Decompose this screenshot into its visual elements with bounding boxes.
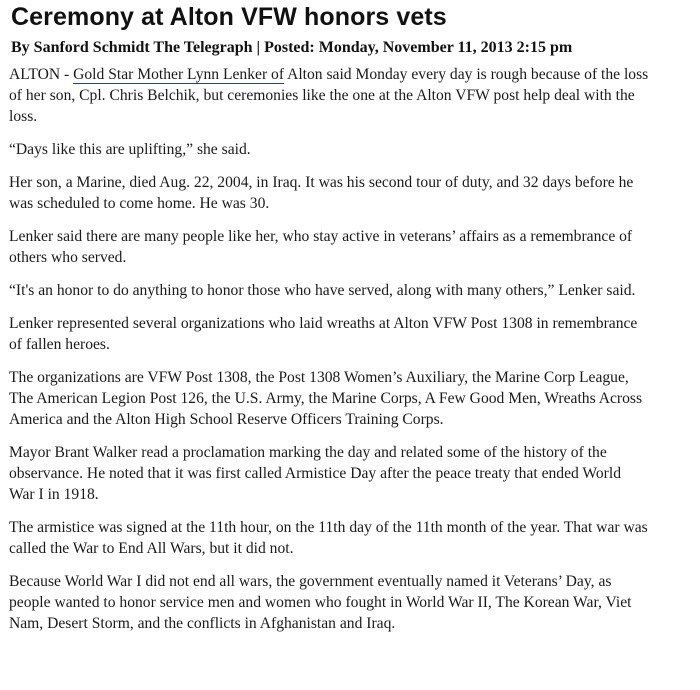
- paragraph-list: [9, 139, 700, 634]
- paragraph-line: The armistice was signed at the 11th hour, on the 11th day of the 11th month of the year. That war was: [9, 519, 648, 536]
- paragraph-line: Because World War I did not end all wars, the government eventually named it Veterans’ Day, as: [9, 573, 612, 590]
- lead-line-3: loss.: [9, 108, 38, 125]
- paragraph: [9, 172, 700, 214]
- paragraph: [9, 442, 700, 505]
- paragraph-line: people wanted to honor service men and women who fought in World War II, The Korean War, Viet: [9, 594, 632, 611]
- lead-line-1: [9, 64, 700, 85]
- paragraph: [9, 313, 700, 355]
- underlined-phrase: Gold Star Mother Lynn Lenker of: [73, 66, 285, 83]
- paragraph-line: of fallen heroes.: [9, 336, 110, 353]
- paragraph: [9, 517, 700, 559]
- paragraph-line: The American Legion Post 126, the U.S. Army, the Marine Corps, A Few Good Men, Wreaths Across: [9, 390, 643, 407]
- paragraph: [9, 139, 700, 160]
- lead-paragraph: [9, 64, 700, 127]
- paragraph-line: others who served.: [9, 249, 127, 266]
- lead-line-2: of her son, Cpl. Chris Belchik, but ceremonies like the one at the Alton VFW post help deal with the: [9, 87, 635, 104]
- paragraph-line: The organizations are VFW Post 1308, the Post 1308 Women’s Auxiliary, the Marine Corp League,: [9, 369, 629, 386]
- byline: By Sanford Schmidt The Telegraph | Posted: Monday, November 11, 2013 2:15 pm: [11, 39, 573, 56]
- paragraph-line: Mayor Brant Walker read a proclamation marking the day and related some of the history of the: [9, 444, 607, 461]
- paragraph: [9, 571, 700, 634]
- paragraph: [9, 226, 700, 268]
- paragraph-line: Nam, Desert Storm, and the conflicts in Afghanistan and Iraq.: [9, 615, 396, 632]
- paragraph-line: observance. He noted that it was first called Armistice Day after the peace treaty that ended World: [9, 465, 622, 482]
- paragraph-line: War I in 1918.: [9, 486, 99, 503]
- dateline: ALTON -: [9, 66, 74, 83]
- paragraph: [9, 367, 700, 430]
- paragraph-line: “Days like this are uplifting,” she said.: [9, 141, 251, 158]
- paragraph: [9, 280, 700, 301]
- paragraph-line: “It's an honor to do anything to honor those who have served, along with many others,” Lenker said.: [9, 282, 636, 299]
- paragraph-line: called the War to End All Wars, but it did not.: [9, 540, 294, 557]
- lead-line-1-rest: Alton said Monday every day is rough because of the loss: [284, 66, 649, 83]
- paragraph-line: Her son, a Marine, died Aug. 22, 2004, in Iraq. It was his second tour of duty, and 32 days before he: [9, 174, 634, 191]
- paragraph-line: Lenker represented several organizations who laid wreaths at Alton VFW Post 1308 in remembrance: [9, 315, 638, 332]
- article: [9, 0, 695, 646]
- paragraph-line: Lenker said there are many people like her, who stay active in veterans’ affairs as a remembrance of: [9, 228, 633, 245]
- headline: Ceremony at Alton VFW honors vets: [11, 3, 447, 31]
- paragraph-line: was scheduled to come home. He was 30.: [9, 195, 270, 212]
- paragraph-line: America and the Alton High School Reserve Officers Training Corps.: [9, 411, 444, 428]
- article-body: [9, 64, 700, 634]
